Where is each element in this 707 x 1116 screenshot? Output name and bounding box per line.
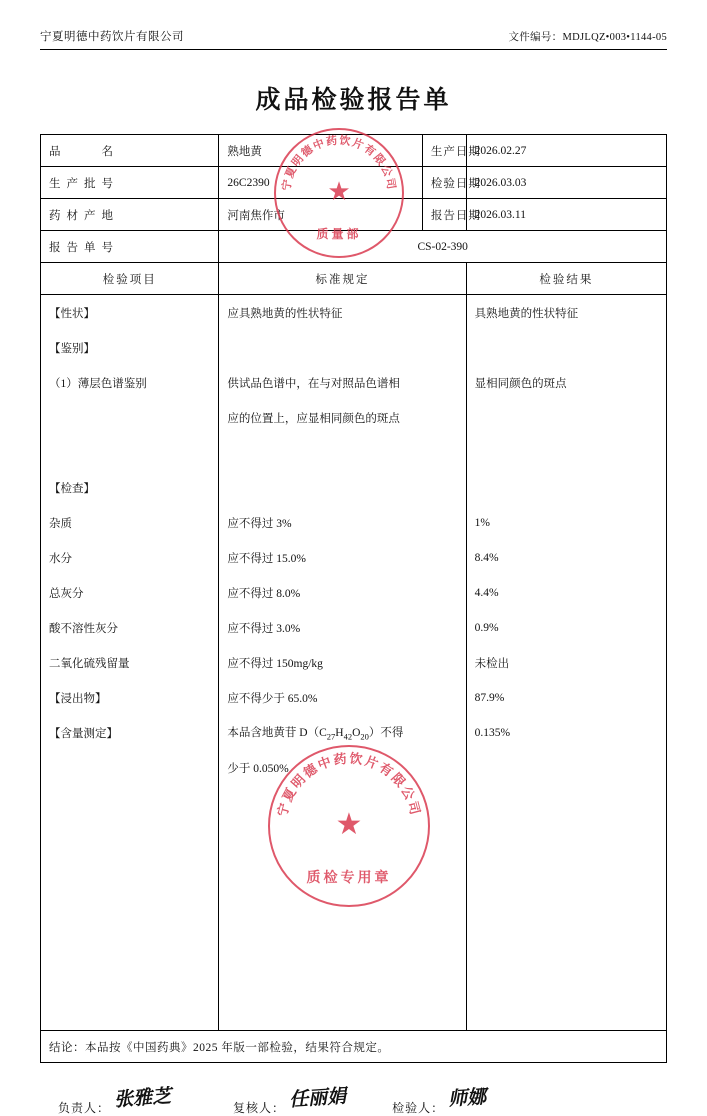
row-item: 【浸出物】 bbox=[41, 680, 219, 715]
row-standard: 应不得过 150mg/kg bbox=[219, 645, 466, 680]
stamp-bottom-text: 质检专用章 bbox=[306, 871, 392, 886]
signature-reviewer bbox=[233, 1085, 347, 1116]
row-item: （1）薄层色谱鉴别 bbox=[41, 365, 219, 400]
signature-label: 检验人： bbox=[392, 1101, 445, 1115]
table-row bbox=[41, 400, 667, 435]
batch-value: 26C2390 bbox=[219, 167, 422, 199]
page-title: 成品检验报告单 bbox=[255, 87, 452, 114]
company-name: 宁夏明德中药饮片有限公司 bbox=[40, 31, 184, 43]
row-standard: 应的位置上，应显相同颜色的斑点 bbox=[219, 400, 466, 435]
signature-label: 复核人： bbox=[233, 1101, 286, 1115]
row-result: 4.4% bbox=[466, 575, 666, 610]
row-standard: 应不得过 8.0% bbox=[219, 575, 466, 610]
row-item: 【性状】 bbox=[41, 295, 219, 331]
report-date-value: 2026.03.11 bbox=[466, 199, 666, 231]
svg-text:宁夏明德中药饮片有限公司: 宁夏明德中药饮片有限公司 bbox=[280, 134, 398, 192]
report-date-label: 报告日期 bbox=[422, 199, 466, 231]
document-number: 文件编号：MDJLQZ•003•1144-05 bbox=[508, 32, 667, 43]
row-report-number bbox=[41, 231, 667, 263]
row-item: 【检查】 bbox=[41, 470, 219, 505]
table-row bbox=[41, 435, 667, 470]
row-product-name bbox=[41, 135, 667, 167]
row-result: 87.9% bbox=[466, 680, 666, 715]
page-header bbox=[40, 28, 667, 50]
signature-label: 负责人： bbox=[58, 1101, 111, 1115]
table-row-filler bbox=[41, 890, 667, 925]
signature-inspector bbox=[392, 1085, 487, 1116]
row-result: 8.4% bbox=[466, 540, 666, 575]
row-batch bbox=[41, 167, 667, 199]
row-standard: 应具熟地黄的性状特征 bbox=[219, 295, 466, 331]
production-date-label: 生产日期 bbox=[422, 135, 466, 167]
row-item bbox=[41, 435, 219, 470]
table-row bbox=[41, 680, 667, 715]
svg-text:宁夏明德中药饮片有限公司: 宁夏明德中药饮片有限公司 bbox=[274, 750, 424, 819]
inspection-date-label: 检验日期 bbox=[422, 167, 466, 199]
row-item: 杂质 bbox=[41, 505, 219, 540]
row-result bbox=[466, 400, 666, 435]
row-result bbox=[466, 750, 666, 785]
conclusion-text: 结论：本品按《中国药典》2025 年版一部检验，结果符合规定。 bbox=[41, 1031, 667, 1063]
table-row bbox=[41, 330, 667, 365]
row-standard: 本品含地黄苷 $D(C_{27}H_{42}O_{20})$不得 bbox=[219, 715, 466, 750]
row-result: 显相同颜色的斑点 bbox=[466, 365, 666, 400]
row-standard bbox=[219, 330, 466, 365]
row-item bbox=[41, 400, 219, 435]
row-item: 水分 bbox=[41, 540, 219, 575]
table-row bbox=[41, 750, 667, 785]
row-result: 0.135% bbox=[466, 715, 666, 750]
star-icon: ★ bbox=[335, 807, 363, 841]
product-name-value: 熟地黄 bbox=[219, 135, 422, 167]
origin-label: 药材产地 bbox=[41, 199, 219, 231]
table-row bbox=[41, 505, 667, 540]
table-row-filler bbox=[41, 925, 667, 960]
origin-value: 河南焦作市 bbox=[219, 199, 422, 231]
row-standard: 应不得过 3% bbox=[219, 505, 466, 540]
table-row bbox=[41, 645, 667, 680]
conclusion-row bbox=[41, 1031, 667, 1063]
table-row bbox=[41, 610, 667, 645]
row-result: 具熟地黄的性状特征 bbox=[466, 295, 666, 331]
signature-name: 张雅芝 bbox=[113, 1085, 172, 1111]
signature-name: 师娜 bbox=[447, 1085, 487, 1111]
table-row bbox=[41, 575, 667, 610]
table-row bbox=[41, 715, 667, 750]
table-row bbox=[41, 295, 667, 331]
table-row-filler bbox=[41, 855, 667, 890]
report-no-value: CS-02-390 bbox=[219, 231, 667, 263]
column-header-row bbox=[41, 263, 667, 295]
table-row bbox=[41, 540, 667, 575]
table-row-filler bbox=[41, 820, 667, 855]
row-standard bbox=[219, 435, 466, 470]
report-no-label: 报告单号 bbox=[41, 231, 219, 263]
inspection-report-table bbox=[40, 134, 667, 1063]
row-standard: 少于 0.050% bbox=[219, 750, 466, 785]
column-header-standard: 标准规定 bbox=[219, 263, 466, 295]
product-name-label: 品 名 bbox=[41, 135, 219, 167]
stamp-bottom-text: 质量部 bbox=[316, 227, 362, 241]
row-result: 未检出 bbox=[466, 645, 666, 680]
table-row bbox=[41, 365, 667, 400]
row-standard: 供试品色谱中，在与对照品色谱相 bbox=[219, 365, 466, 400]
row-result: 1% bbox=[466, 505, 666, 540]
star-icon: ★ bbox=[327, 176, 351, 206]
row-result bbox=[466, 330, 666, 365]
row-origin bbox=[41, 199, 667, 231]
row-item: 【含量测定】 bbox=[41, 715, 219, 750]
row-item: 二氧化硫残留量 bbox=[41, 645, 219, 680]
signature-name: 任丽娟 bbox=[288, 1085, 347, 1111]
row-item: 【鉴别】 bbox=[41, 330, 219, 365]
row-result bbox=[466, 470, 666, 505]
batch-label: 生产批号 bbox=[41, 167, 219, 199]
column-header-item: 检验项目 bbox=[41, 263, 219, 295]
signature-area bbox=[40, 1085, 667, 1116]
row-standard: 应不得过 15.0% bbox=[219, 540, 466, 575]
table-row bbox=[41, 470, 667, 505]
row-item: 总灰分 bbox=[41, 575, 219, 610]
signature-responsible bbox=[58, 1085, 172, 1116]
table-row-filler bbox=[41, 995, 667, 1031]
row-item bbox=[41, 750, 219, 785]
table-row-filler bbox=[41, 960, 667, 995]
row-result bbox=[466, 435, 666, 470]
production-date-value: 2026.02.27 bbox=[466, 135, 666, 167]
table-row-filler bbox=[41, 785, 667, 820]
row-standard: 应不得过 3.0% bbox=[219, 610, 466, 645]
row-item: 酸不溶性灰分 bbox=[41, 610, 219, 645]
row-standard bbox=[219, 470, 466, 505]
row-standard: 应不得少于 65.0% bbox=[219, 680, 466, 715]
inspection-date-value: 2026.03.03 bbox=[466, 167, 666, 199]
row-result: 0.9% bbox=[466, 610, 666, 645]
column-header-result: 检验结果 bbox=[466, 263, 666, 295]
